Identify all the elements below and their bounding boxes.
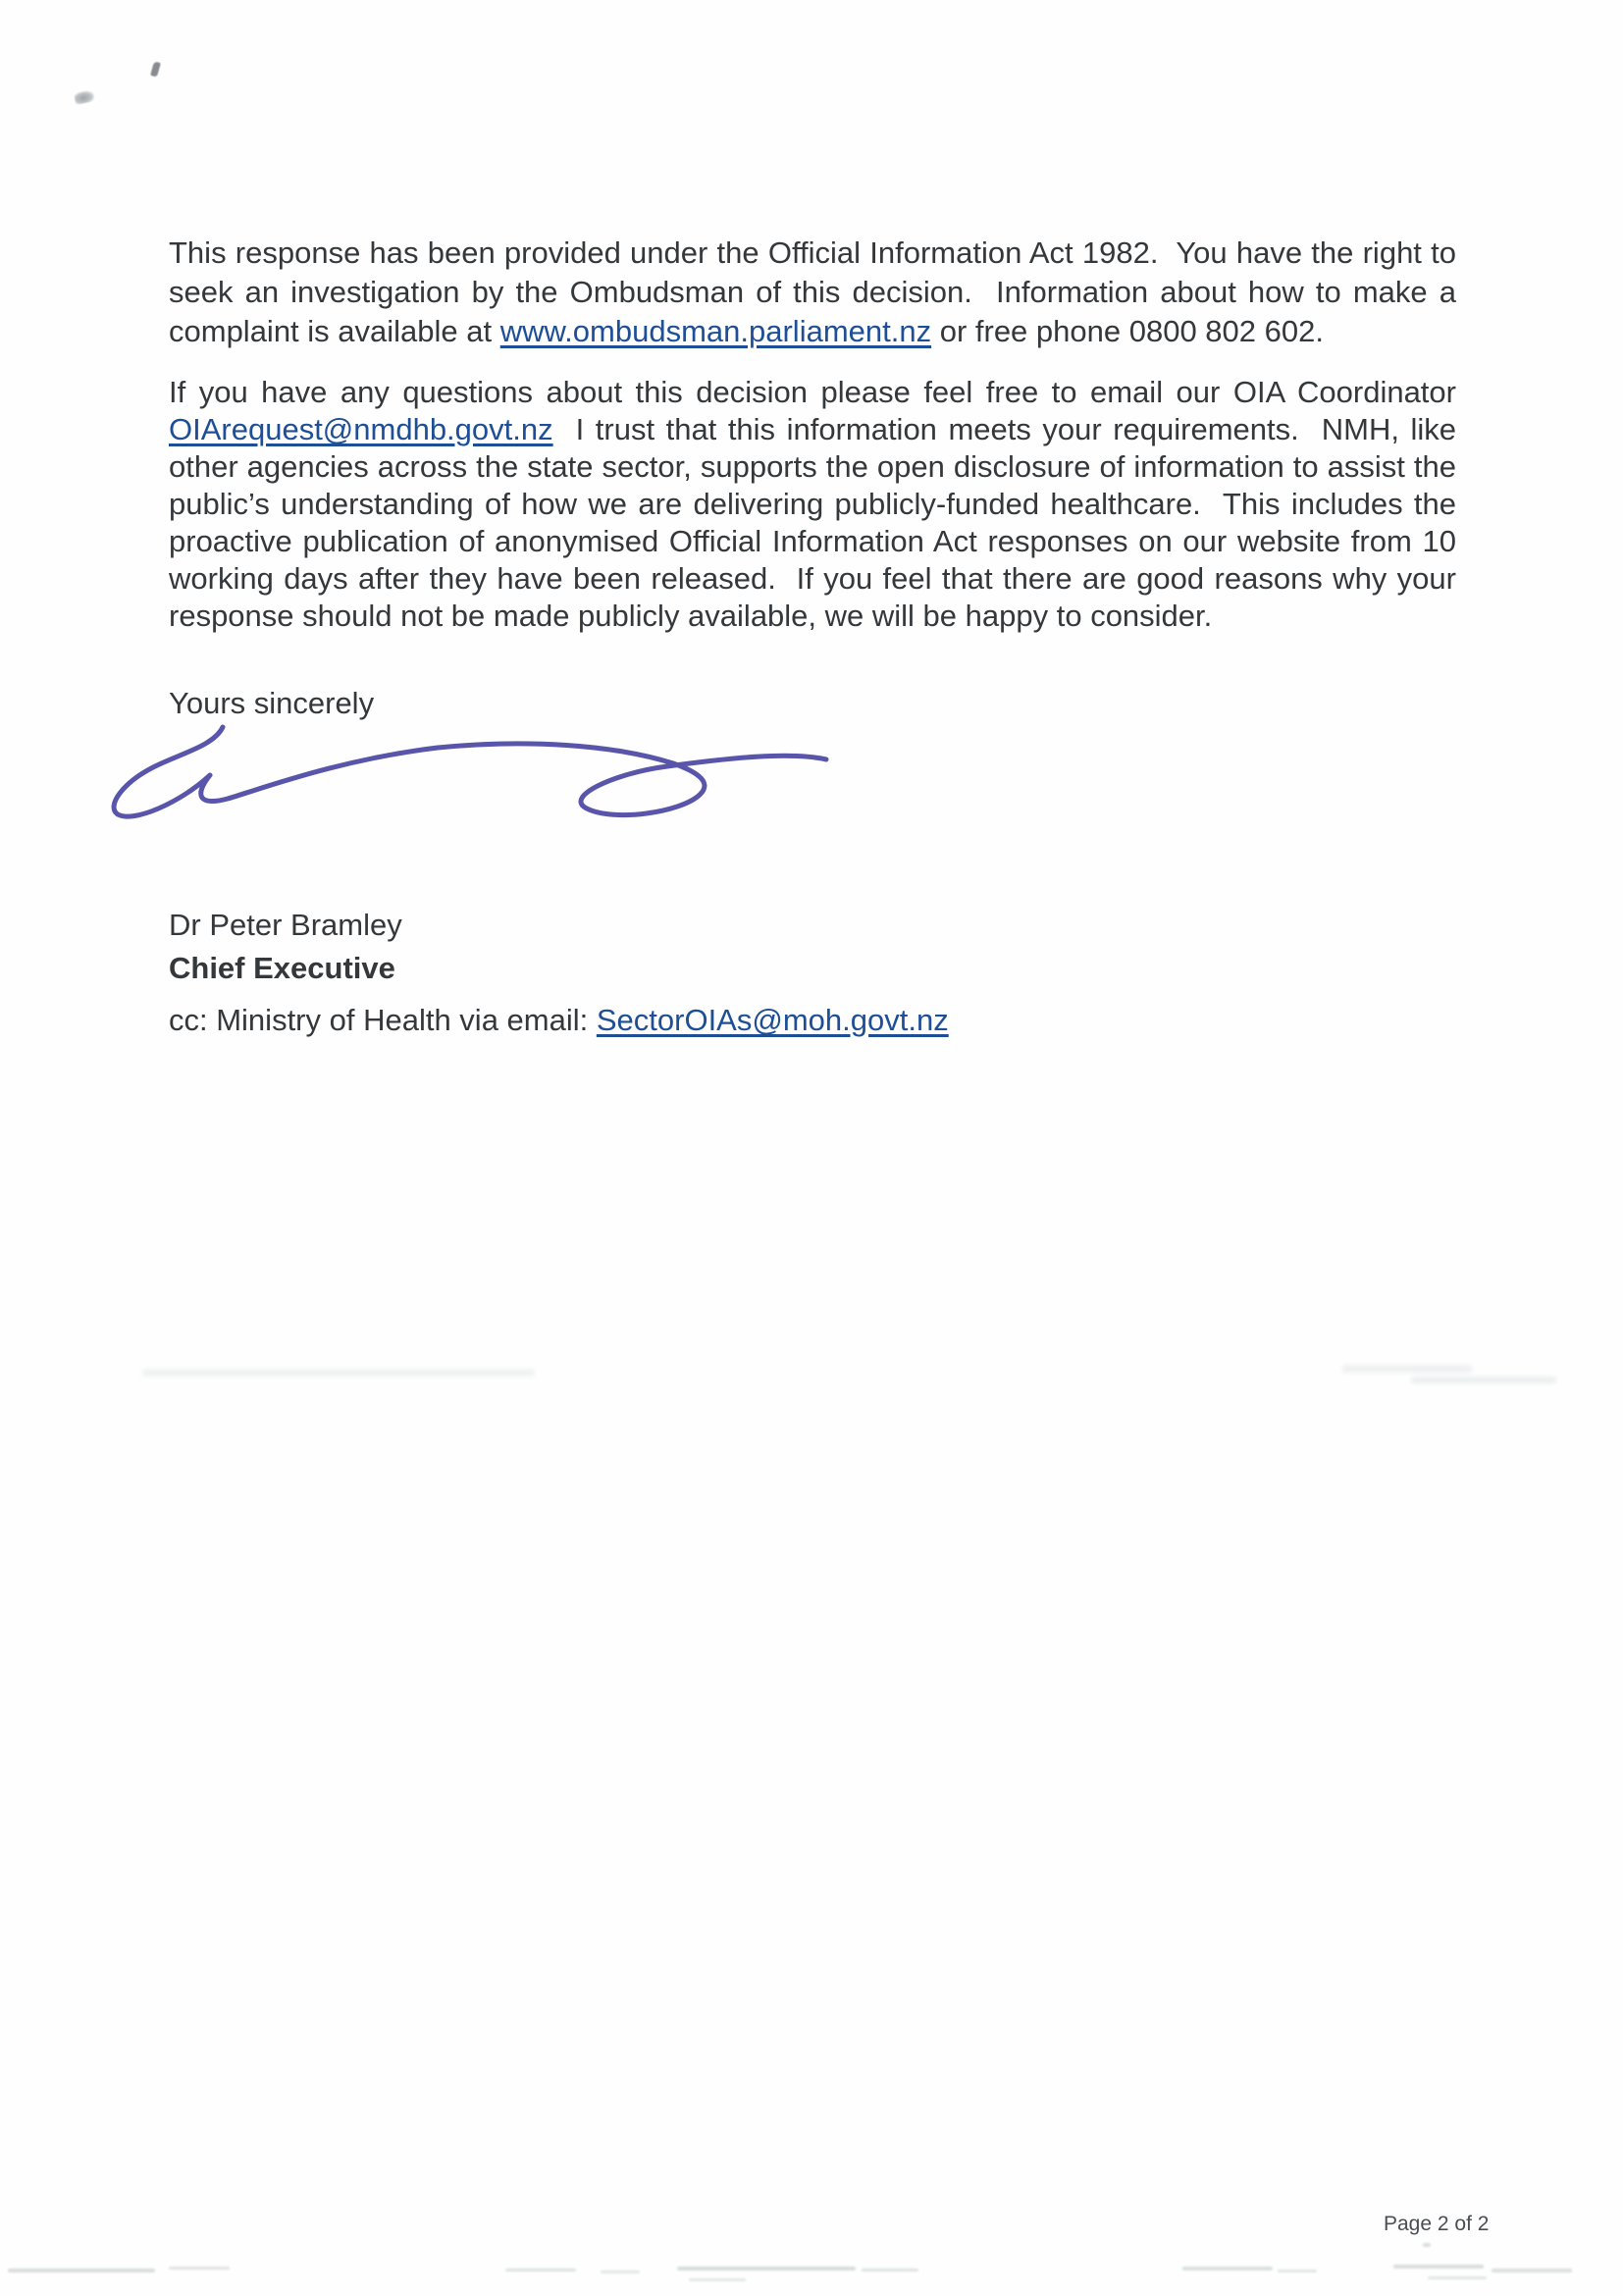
valediction: Yours sincerely (169, 686, 375, 720)
cc-prefix: cc: Ministry of Health via email: (169, 1003, 597, 1037)
cc-email-link[interactable]: SectorOIAs@moh.govt.nz (596, 1003, 949, 1037)
signature-ink (114, 727, 826, 816)
signer-title: Chief Executive (169, 951, 395, 985)
ombudsman-website-link[interactable]: www.ombudsman.parliament.nz (499, 314, 932, 348)
paragraph-line (169, 234, 1456, 273)
paragraph-line (169, 598, 1456, 635)
text-run: or free phone 0800 802 602. (931, 314, 1324, 348)
text-run: seek an investigation by the Ombudsman of this decision. Information about how to make a (169, 275, 1456, 309)
paragraph-oia-coordinator (169, 374, 1456, 635)
signature (104, 712, 850, 850)
scan-artifact (1411, 1377, 1556, 1383)
paragraph-line (169, 486, 1456, 523)
scan-artifact (1342, 1365, 1472, 1373)
text-run: proactive publication of anonymised Official Information Act responses on our website from 10 (169, 524, 1456, 558)
paragraph-line (169, 560, 1456, 598)
paragraph-line (169, 312, 1456, 351)
text-run: This response has been provided under the Official Information Act 1982. You have the right to (169, 235, 1456, 270)
text-run: I trust that this information meets your requirements. NMH, like (552, 412, 1456, 446)
paragraph-line (169, 523, 1456, 560)
oia-request-email-link[interactable]: OIArequest@nmdhb.govt.nz (169, 412, 553, 446)
signer-block (169, 904, 402, 990)
scan-artifact (74, 89, 95, 105)
text-run: complaint is available at (169, 314, 500, 348)
paragraph-oia-rights (169, 234, 1456, 351)
scan-artifact (150, 61, 161, 77)
cc-line (169, 1001, 949, 1040)
scan-artifact (142, 1369, 535, 1377)
text-run: working days after they have been released. If you feel that there are good reasons why your (169, 561, 1456, 596)
text-run: response should not be made publicly available, we will be happy to consider. (169, 599, 1213, 633)
paragraph-line (169, 411, 1456, 448)
paragraph-line (169, 448, 1456, 486)
text-run: other agencies across the state sector, supports the open disclosure of information to assist the (169, 449, 1456, 484)
paragraph-line (169, 374, 1456, 411)
text-run: If you have any questions about this decision please feel free to email our OIA Coordinator (169, 375, 1456, 409)
text-run: public’s understanding of how we are delivering publicly-funded healthcare. This includes the (169, 487, 1456, 521)
signer-name: Dr Peter Bramley (169, 908, 402, 942)
page-number: Page 2 of 2 (1384, 2213, 1490, 2235)
paragraph-line (169, 273, 1456, 312)
